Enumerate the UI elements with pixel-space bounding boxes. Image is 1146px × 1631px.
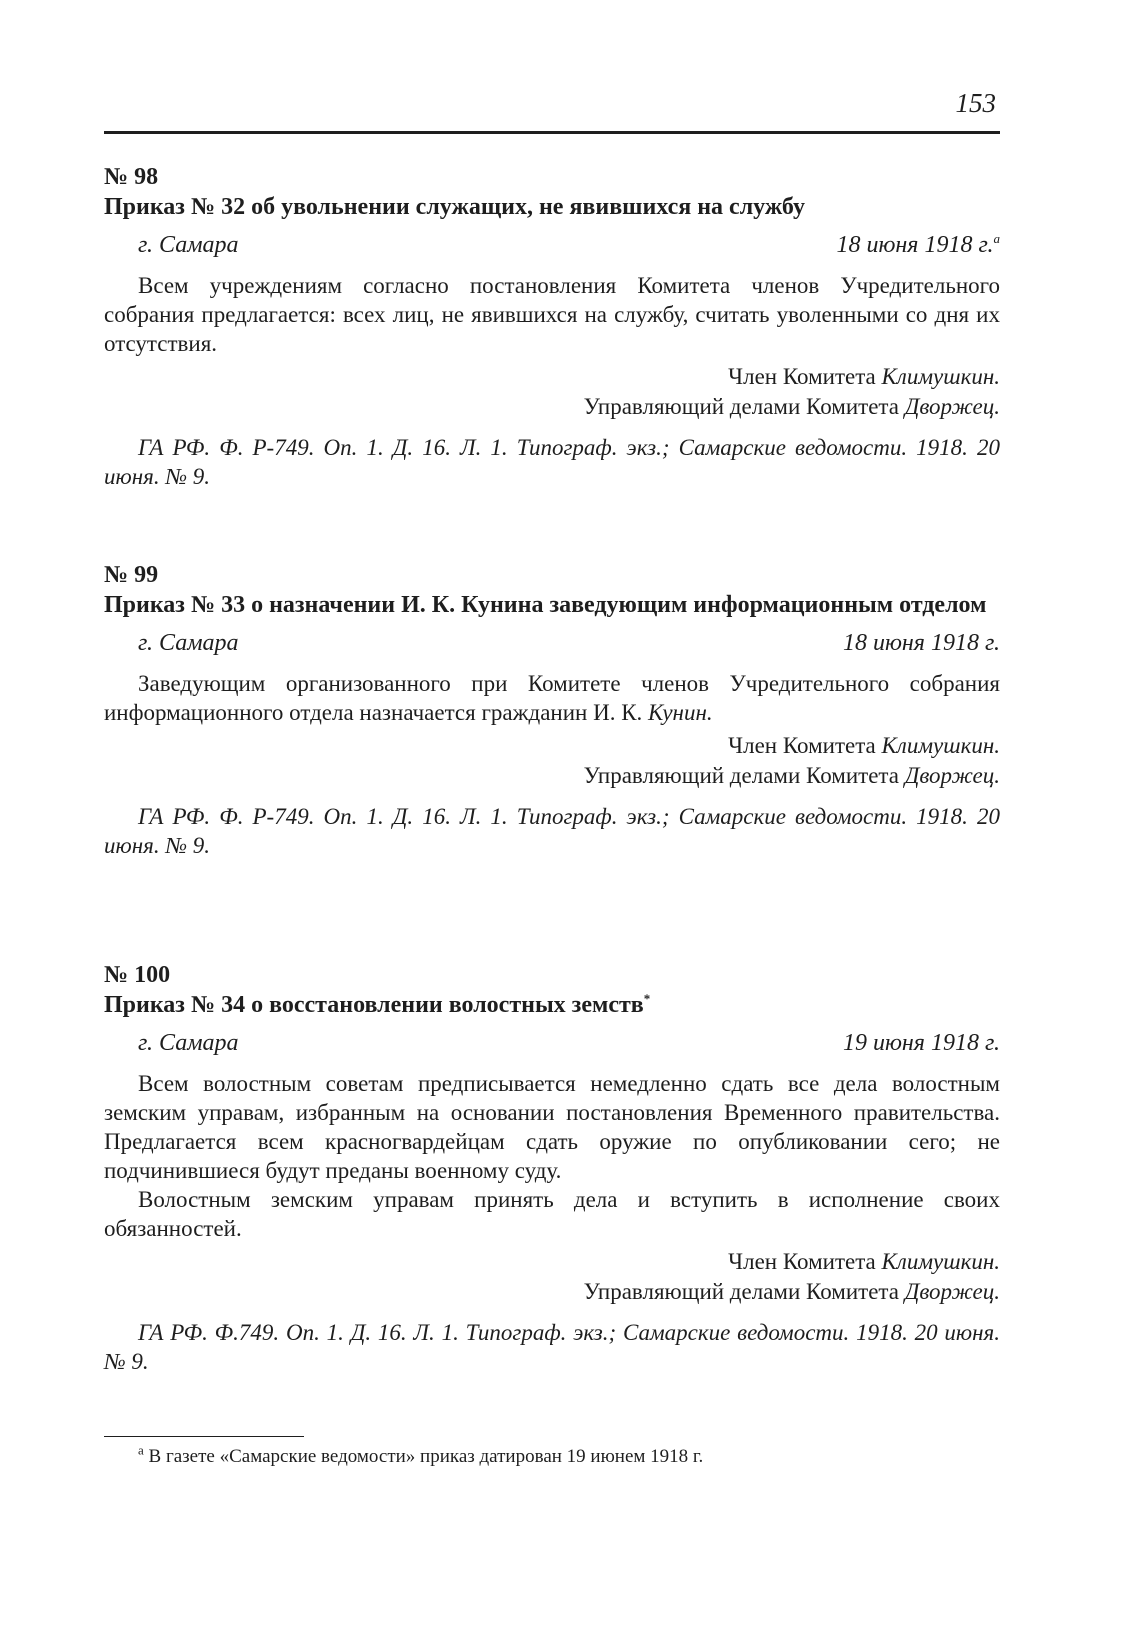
footnote-text: В газете «Самарские ведомости» приказ датирован 19 июнем 1918 г. — [143, 1446, 704, 1467]
archival-source: ГА РФ. Ф. Р-749. Оп. 1. Д. 16. Л. 1. Типограф. экз.; Самарские ведомости. 1918. 20 июня. № 9. — [104, 804, 1000, 858]
archival-source: ГА РФ. Ф. Р-749. Оп. 1. Д. 16. Л. 1. Типограф. экз.; Самарские ведомости. 1918. 20 июня. № 9. — [104, 435, 1000, 489]
footnote-mark: * — [643, 991, 651, 1006]
document-title: Приказ № 34 о восстановлении волостных земств — [104, 992, 644, 1018]
document-title: Приказ № 32 об увольнении служащих, не явившихся на службу — [104, 194, 806, 220]
document-98 — [104, 162, 1000, 491]
page-number: 153 — [955, 88, 996, 118]
document-date-wrap — [836, 230, 1000, 260]
document-date: 18 июня 1918 г. — [842, 630, 1000, 656]
paragraph-italic-name: Кунин. — [648, 700, 713, 725]
header-rule — [104, 131, 1000, 134]
paragraph: Всем волостным советам предписывается немедленно сдать все дела волостным земским управам, избранным на основании постановления Временного правительства. Предлагается всем красногвардейцам сдать оружие по опубликовании сего; не подчинившиеся будут преданы военному суду. — [104, 1071, 1000, 1183]
signature-name: Климушкин. — [881, 1249, 1000, 1274]
signature-name: Климушкин. — [881, 733, 1000, 758]
signature-line — [104, 362, 1000, 392]
signature-name: Дворжец. — [904, 763, 1000, 788]
signature-line — [104, 1277, 1000, 1307]
signature-name: Дворжец. — [904, 1279, 1000, 1304]
document-body — [104, 1069, 1000, 1243]
document-place: г. Самара — [138, 1030, 239, 1056]
signature-line — [104, 1247, 1000, 1277]
paragraph-text: Заведующим организованного при Комитете членов Учредительного собрания информационного отдела назначается гражданин И. К. — [104, 671, 1000, 725]
signature-role: Член Комитета — [728, 364, 882, 389]
footnote-mark: а — [138, 1442, 144, 1458]
document-title-wrap — [104, 990, 1000, 1020]
signatures — [104, 1247, 1000, 1307]
paragraph — [104, 669, 1000, 727]
signatures — [104, 731, 1000, 791]
signature-role: Управляющий делами Комитета — [583, 1279, 905, 1304]
signature-name: Дворжец. — [904, 394, 1000, 419]
signature-name: Климушкин. — [881, 364, 1000, 389]
document-number: № 100 — [104, 962, 171, 988]
signatures — [104, 362, 1000, 422]
place-date-line — [104, 230, 1000, 260]
signature-role: Управляющий делами Комитета — [583, 763, 905, 788]
signature-role: Управляющий делами Комитета — [583, 394, 905, 419]
footnote-mark: а — [993, 231, 1000, 246]
place-date-line — [104, 628, 1000, 658]
signature-line — [104, 392, 1000, 422]
paragraph: Всем учреждениям согласно постановления Комитета членов Учредительного собрания предлагается: всех лиц, не явившихся на службу, считать уволенными со дня их отсутствия. — [104, 273, 1000, 356]
document-body — [104, 271, 1000, 358]
document-place: г. Самара — [138, 232, 239, 258]
footnote-rule — [104, 1436, 304, 1437]
document-place: г. Самара — [138, 630, 239, 656]
document-body — [104, 669, 1000, 727]
document-date: 19 июня 1918 г. — [842, 1030, 1000, 1056]
signature-line — [104, 731, 1000, 761]
place-date-line — [104, 1028, 1000, 1058]
document-date: 18 июня 1918 г. — [836, 232, 994, 258]
archival-source: ГА РФ. Ф.749. Оп. 1. Д. 16. Л. 1. Типограф. экз.; Самарские ведомости. 1918. 20 июня. № 9. — [104, 1320, 1000, 1374]
document-100 — [104, 960, 1000, 1376]
signature-line — [104, 761, 1000, 791]
document-number: № 98 — [104, 164, 159, 190]
paragraph: Волостным земским управам принять дела и вступить в исполнение своих обязанностей. — [104, 1187, 1000, 1241]
signature-role: Член Комитета — [728, 1249, 882, 1274]
document-title: Приказ № 33 о назначении И. К. Кунина заведующим информационным отделом — [104, 592, 987, 618]
document-number: № 99 — [104, 562, 159, 588]
document-99 — [104, 560, 1000, 860]
footnote — [138, 1444, 703, 1470]
signature-role: Член Комитета — [728, 733, 882, 758]
